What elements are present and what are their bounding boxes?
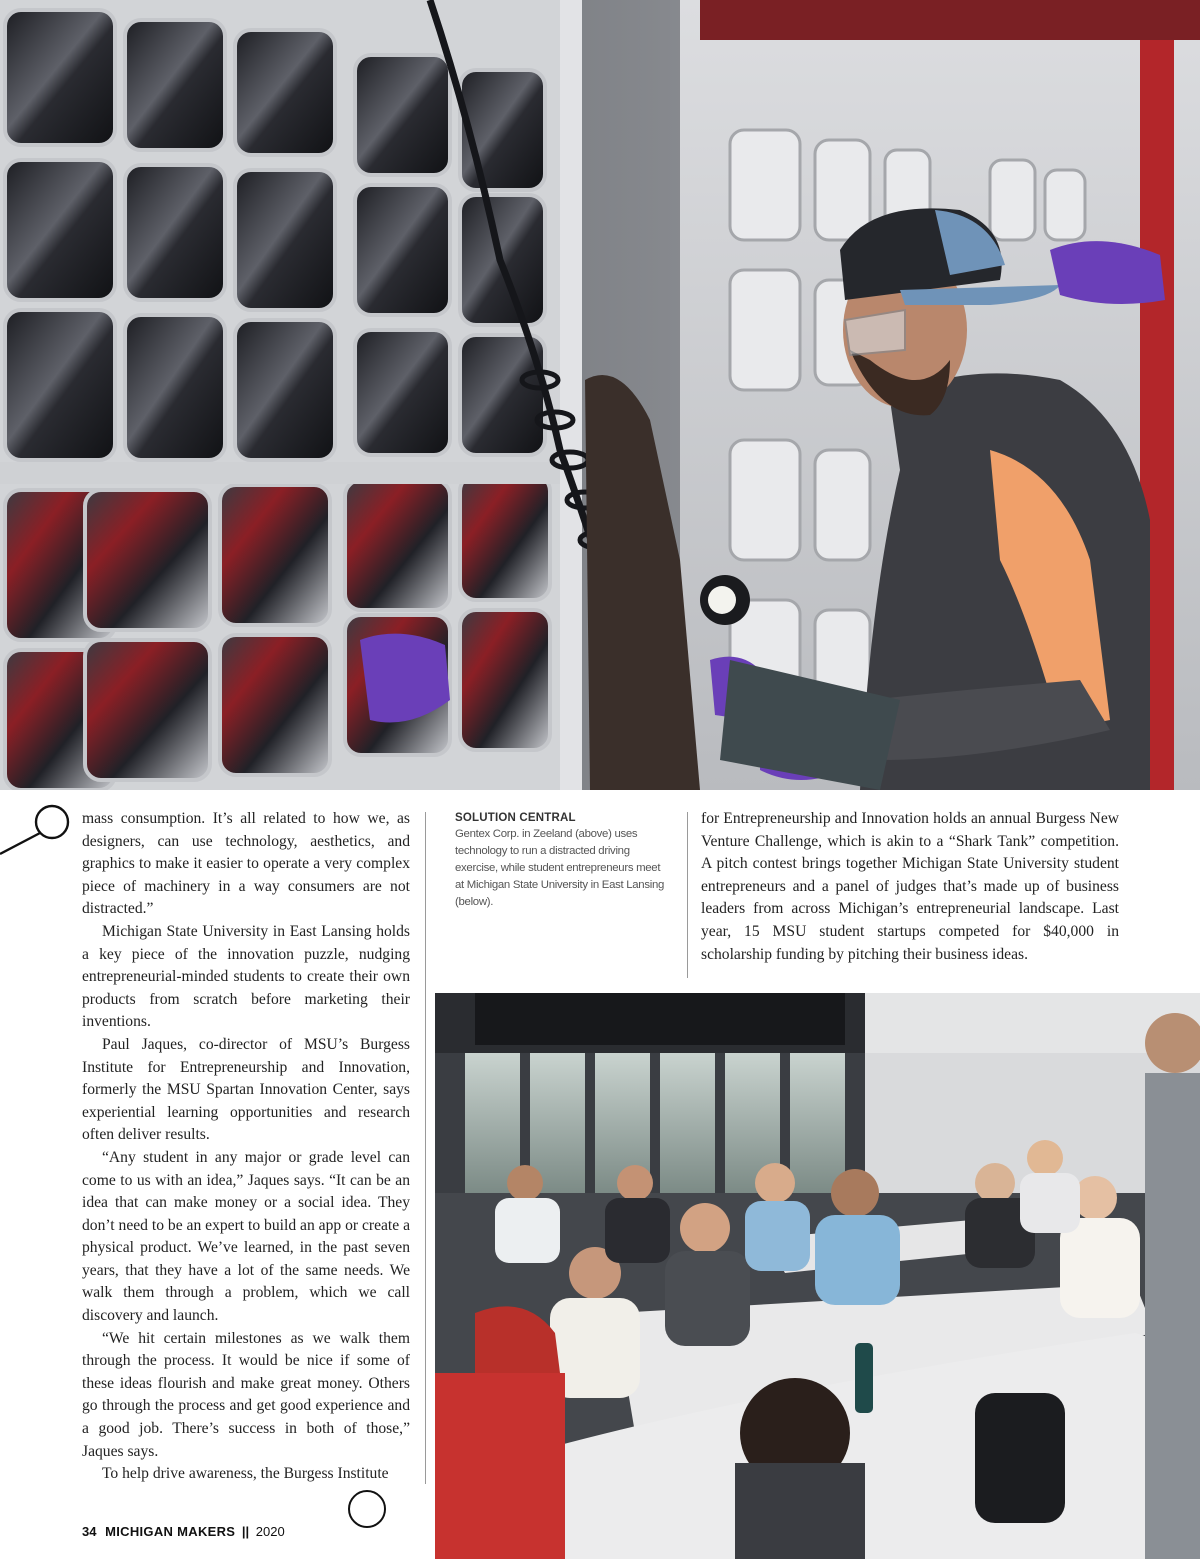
page-footer bbox=[82, 1524, 285, 1539]
caption-body: Gentex Corp. in Zeeland (above) uses technology to run a distracted driving exercise, while student entrepreneurs meet at Michigan State University in East Lansing (below). bbox=[455, 828, 665, 908]
footer-separator: || bbox=[241, 1524, 250, 1539]
paragraph: “Any student in any major or grade level can come to us with an idea,” Jaques says. “It can be an idea that can make money or a social idea. They don’t need to be an expert to build an app or create a physical product. We’ve learned, in the past seven years, that they have a lot of the same needs. We walk them through a problem, which we call discovery and launch. bbox=[82, 1148, 410, 1325]
classroom-scene-illustration bbox=[435, 993, 1200, 1559]
paragraph: Paul Jaques, co-director of MSU’s Burgess Institute for Entrepreneurship and Innovation, formerly the MSU Spartan Innovation Center, says experiential learning opportunities and research often deliver results. bbox=[82, 1035, 410, 1144]
magnifier-icon bbox=[0, 800, 72, 862]
issue-year: 2020 bbox=[255, 1524, 285, 1539]
page-number: 34 bbox=[82, 1524, 97, 1539]
paragraph: To help drive awareness, the Burgess Institute bbox=[102, 1465, 389, 1483]
column-divider bbox=[687, 812, 688, 978]
bottom-photo-students bbox=[435, 993, 1200, 1559]
paragraph: Michigan State University in East Lansing holds a key piece of the innovation puzzle, nudging entrepreneurial-minded students to create their own products from scratch before marketing their inventions. bbox=[82, 922, 410, 1031]
paragraph: “We hit certain milestones as we walk them through the process. It would be nice if some of these ideas flourish and make great money. Others go through the process and get good experience and a good job. There’s success in both of those,” Jaques says. bbox=[82, 1329, 410, 1460]
article-left-column bbox=[82, 808, 410, 1486]
caption-title: SOLUTION CENTRAL bbox=[455, 812, 576, 824]
article-right-column bbox=[701, 808, 1119, 966]
column-divider bbox=[425, 812, 426, 1484]
circle-icon bbox=[348, 1490, 386, 1528]
magazine-name: MICHIGAN MAKERS bbox=[105, 1524, 236, 1539]
paragraph: for Entrepreneurship and Innovation holds an annual Burgess New Venture Challenge, which is akin to a “Shark Tank” competition. A pitch contest brings together Michigan State University student entrepreneurs and a panel of judges that’s made up of business leaders from across Michigan’s entrepreneurial landscape. Last year, 15 MSU student startups competed for $40,000 in scholarship funding by pitching their business ideas. bbox=[701, 810, 1119, 963]
photo-caption bbox=[455, 812, 670, 911]
paragraph: mass consumption. It’s all related to how we, as designers, can use technology, aesthetics, and graphics to make it easier to operate a very complex piece of machinery in a way consumers are not distracted.” bbox=[82, 810, 410, 918]
